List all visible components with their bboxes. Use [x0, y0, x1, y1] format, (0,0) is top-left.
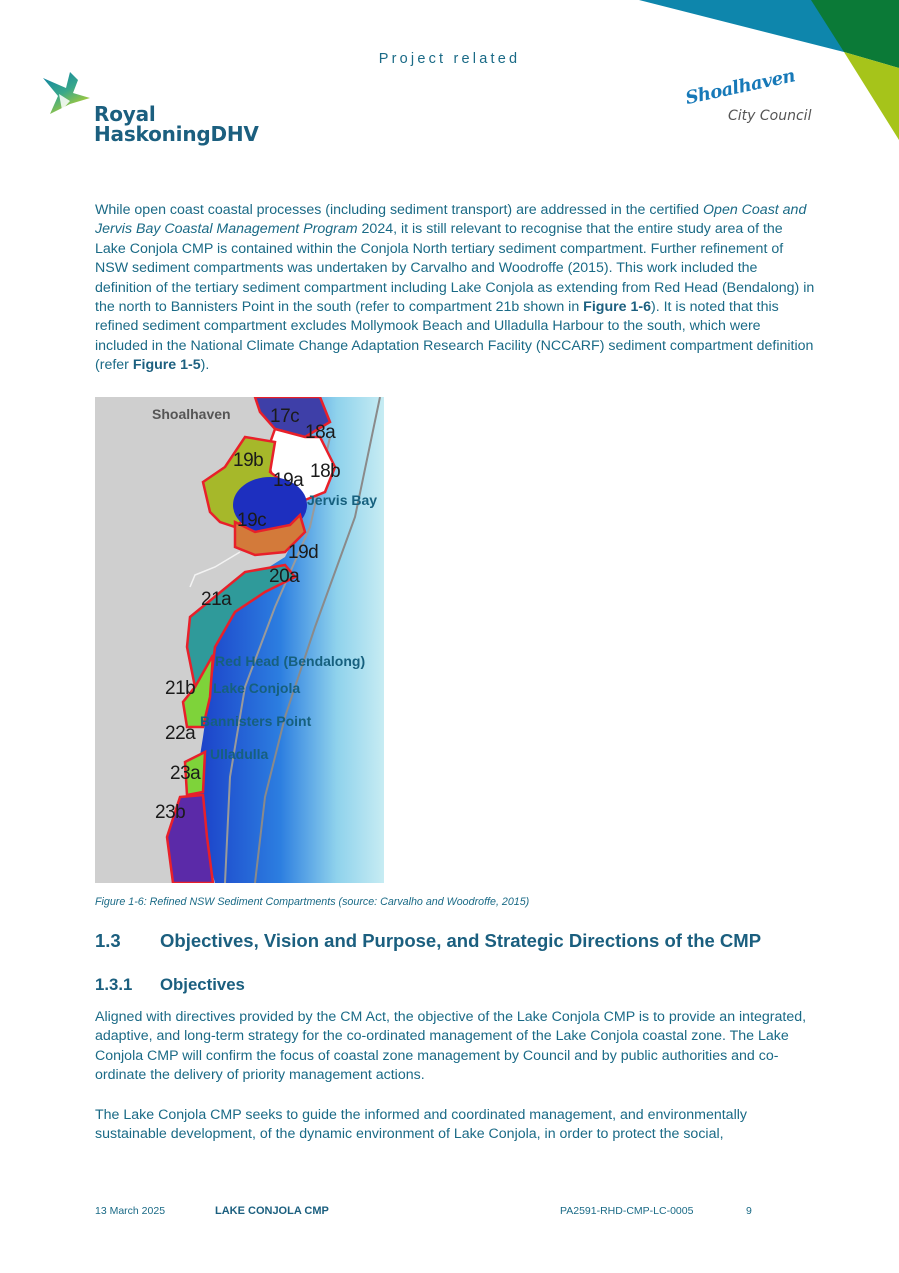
code-19b: 19b: [233, 450, 264, 471]
place-bannisters-point: Bannisters Point: [200, 713, 312, 729]
text-run: While open coast coastal processes (including sediment transport) are addressed in the certified: [95, 202, 704, 218]
code-19c: 19c: [237, 510, 267, 531]
footer-doc-title: LAKE CONJOLA CMP: [215, 1205, 329, 1217]
code-21a: 21a: [201, 589, 232, 610]
code-22a: 22a: [165, 723, 196, 744]
code-18a: 18a: [305, 422, 336, 443]
logo-line1: Royal: [94, 102, 156, 126]
objectives-paragraph-2: The Lake Conjola CMP seeks to guide the informed and coordinated management, and environmentally sustainable development, of the dynamic environment of Lake Conjola, in order to protect the social,: [95, 1107, 747, 1143]
shoalhaven-city-council-logo: [683, 65, 824, 138]
deco-blue-shape: [639, 0, 844, 52]
region-label: Shoalhaven: [152, 406, 231, 422]
program-title: Open Coast and Jervis Bay Coastal Management Program: [95, 202, 807, 238]
code-23b: 23b: [155, 802, 186, 823]
objectives-paragraph-1: Aligned with directives provided by the CM Act, the objective of the Lake Conjola CMP is to provide an integrated, adaptive, and long-term strategy for the co-ordinated management of the Lake Conjola coastal zone. The Lake Conjola CMP will confirm the focus of coastal zone management by Council and by public authorities and co-ordinate the delivery of priority management actions.: [95, 1009, 807, 1084]
code-19d: 19d: [288, 542, 319, 563]
logo-subtitle: City Council: [728, 108, 812, 124]
star-icon: [40, 70, 102, 130]
code-21b: 21b: [165, 678, 196, 699]
section-heading: [95, 930, 761, 952]
footer-date: 13 March 2025: [95, 1205, 166, 1217]
place-jervis-bay: Jervis Bay: [307, 492, 378, 508]
code-18b: 18b: [310, 461, 341, 482]
royal-haskoningdhv-logo: [40, 70, 259, 150]
footer-doc-number: PA2591-RHD-CMP-LC-0005: [560, 1205, 694, 1217]
code-17c: 17c: [270, 406, 300, 427]
place-red-head: Red Head (Bendalong): [215, 653, 366, 669]
place-ulladulla: Ulladulla: [210, 746, 269, 762]
subsection-number: 1.3.1: [95, 975, 133, 994]
code-23a: 23a: [170, 763, 201, 784]
figure-reference[interactable]: Figure 1-5: [132, 357, 201, 374]
section-number: 1.3: [95, 930, 121, 951]
header-label: Project related: [378, 51, 521, 67]
text-run: 2024, it is still relevant to recognise that the entire study area of the Lake Conjola CMP is contained within the Conjola North tertiary sediment compartment. Further refinement of NSW sediment compartments was undertaken by Carvalho and Woodroffe (2015). This work included the definition of the tertiary sediment compartment including Lake Conjola as extending from Red Head (Bendalong) in the north to Bannisters Point in the south (refer to compartment 21b shown in: [95, 221, 815, 316]
text-run: ). It is noted that this refined sediment compartment excludes Mollymook Beach and Ulladulla Harbour to the south, which were included in the National Climate Change Adaptation Research Facility (NCCARF) sediment compartment definition (refer: [95, 299, 814, 374]
code-19a: 19a: [273, 470, 304, 491]
figure-reference[interactable]: Figure 1-6: [583, 299, 651, 316]
subsection-heading: [95, 975, 245, 995]
figure-caption: Figure 1-6: Refined NSW Sediment Compartments (source: Carvalho and Woodroffe, 2015): [95, 896, 530, 908]
footer-page-number: 9: [746, 1205, 752, 1217]
text-run: ).: [200, 357, 210, 374]
code-20a: 20a: [269, 566, 300, 587]
sediment-compartments-map: [95, 397, 384, 883]
intro-paragraph: [95, 201, 815, 376]
logo-script: Shoalhaven: [683, 65, 797, 109]
place-lake-conjola: Lake Conjola: [213, 680, 301, 696]
logo-line2: HaskoningDHV: [94, 122, 259, 146]
section-title: Objectives, Vision and Purpose, and Strategic Directions of the CMP: [160, 930, 762, 951]
subsection-title: Objectives: [160, 975, 245, 994]
